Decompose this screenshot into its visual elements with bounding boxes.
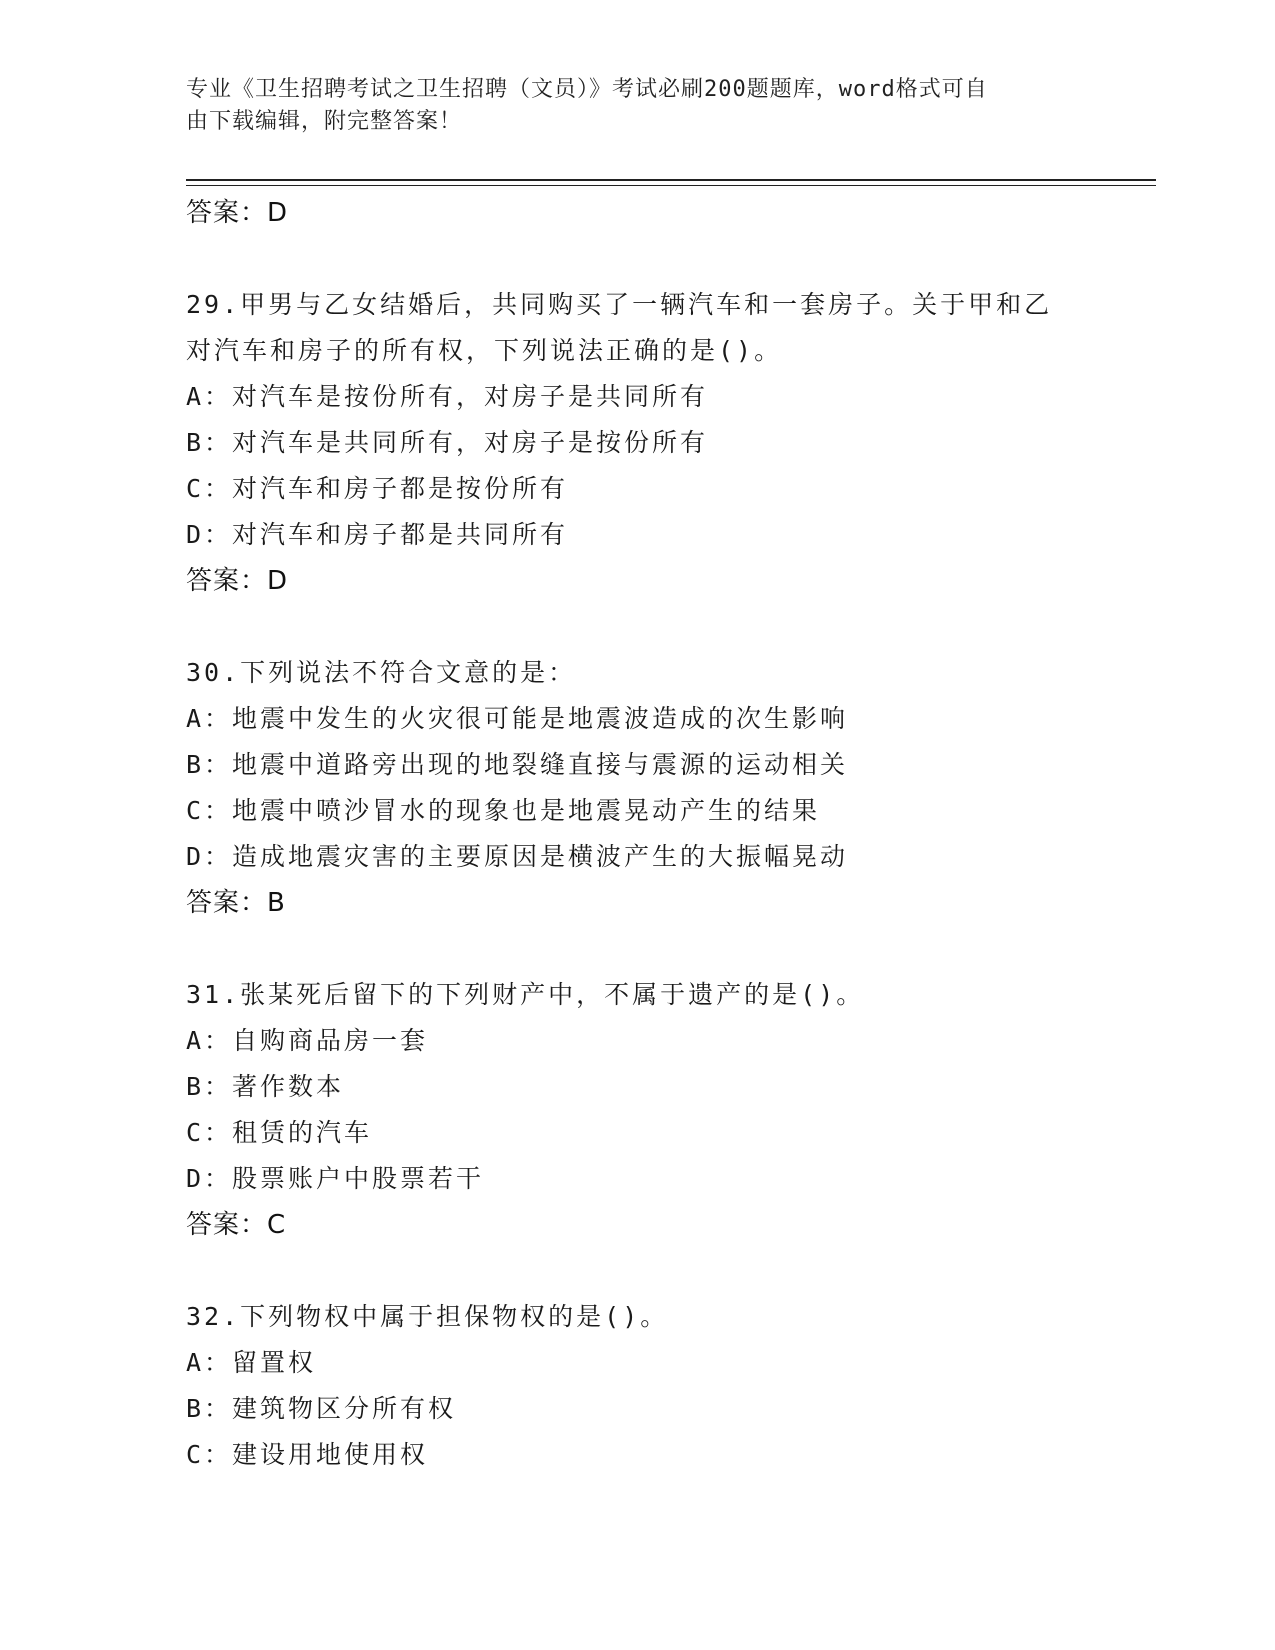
question-block-30 [186, 650, 1156, 926]
question-block-29 [186, 282, 1156, 604]
option-a: A：对汽车是按份所有，对房子是共同所有 [186, 382, 709, 411]
spacer [186, 1248, 1156, 1294]
answer-line: 答案：B [186, 888, 286, 918]
option-b: B：对汽车是共同所有，对房子是按份所有 [186, 428, 709, 457]
question-text: 30.下列说法不符合文意的是： [186, 658, 577, 687]
option-c: C：租赁的汽车 [186, 1118, 373, 1147]
question-text: 32.下列物权中属于担保物权的是()。 [186, 1302, 669, 1331]
question-text: 对汽车和房子的所有权，下列说法正确的是()。 [186, 336, 783, 365]
question-text: 31.张某死后留下的下列财产中，不属于遗产的是()。 [186, 980, 865, 1009]
answer-line: 答案：C [186, 1210, 287, 1240]
spacer [186, 236, 1156, 282]
question-list [186, 190, 1156, 1478]
spacer [186, 926, 1156, 972]
question-block-31 [186, 972, 1156, 1248]
question-block-32 [186, 1294, 1156, 1478]
option-a: A：留置权 [186, 1348, 317, 1377]
page-header [186, 74, 1086, 138]
option-a: A：地震中发生的火灾很可能是地震波造成的次生影响 [186, 704, 849, 733]
header-line-2: 由下载编辑，附完整答案！ [186, 109, 463, 134]
header-divider-thick [186, 179, 1156, 181]
answer-line: 答案：D [186, 198, 289, 228]
option-d: D：对汽车和房子都是共同所有 [186, 520, 569, 549]
option-b: B：建筑物区分所有权 [186, 1394, 457, 1423]
option-a: A：自购商品房一套 [186, 1026, 429, 1055]
option-c: C：对汽车和房子都是按份所有 [186, 474, 569, 503]
question-text: 29.甲男与乙女结婚后，共同购买了一辆汽车和一套房子。关于甲和乙 [186, 290, 1053, 319]
option-c: C：建设用地使用权 [186, 1440, 429, 1469]
option-d: D：股票账户中股票若干 [186, 1164, 485, 1193]
option-c: C：地震中喷沙冒水的现象也是地震晃动产生的结果 [186, 796, 821, 825]
option-b: B：著作数本 [186, 1072, 345, 1101]
answer-line: 答案：D [186, 566, 289, 596]
option-d: D：造成地震灾害的主要原因是横波产生的大振幅晃动 [186, 842, 849, 871]
header-divider-thin [186, 185, 1156, 186]
header-line-1: 专业《卫生招聘考试之卫生招聘（文员）》考试必刷200题题库，word格式可自 [186, 77, 988, 102]
option-b: B：地震中道路旁出现的地裂缝直接与震源的运动相关 [186, 750, 849, 779]
spacer [186, 604, 1156, 650]
